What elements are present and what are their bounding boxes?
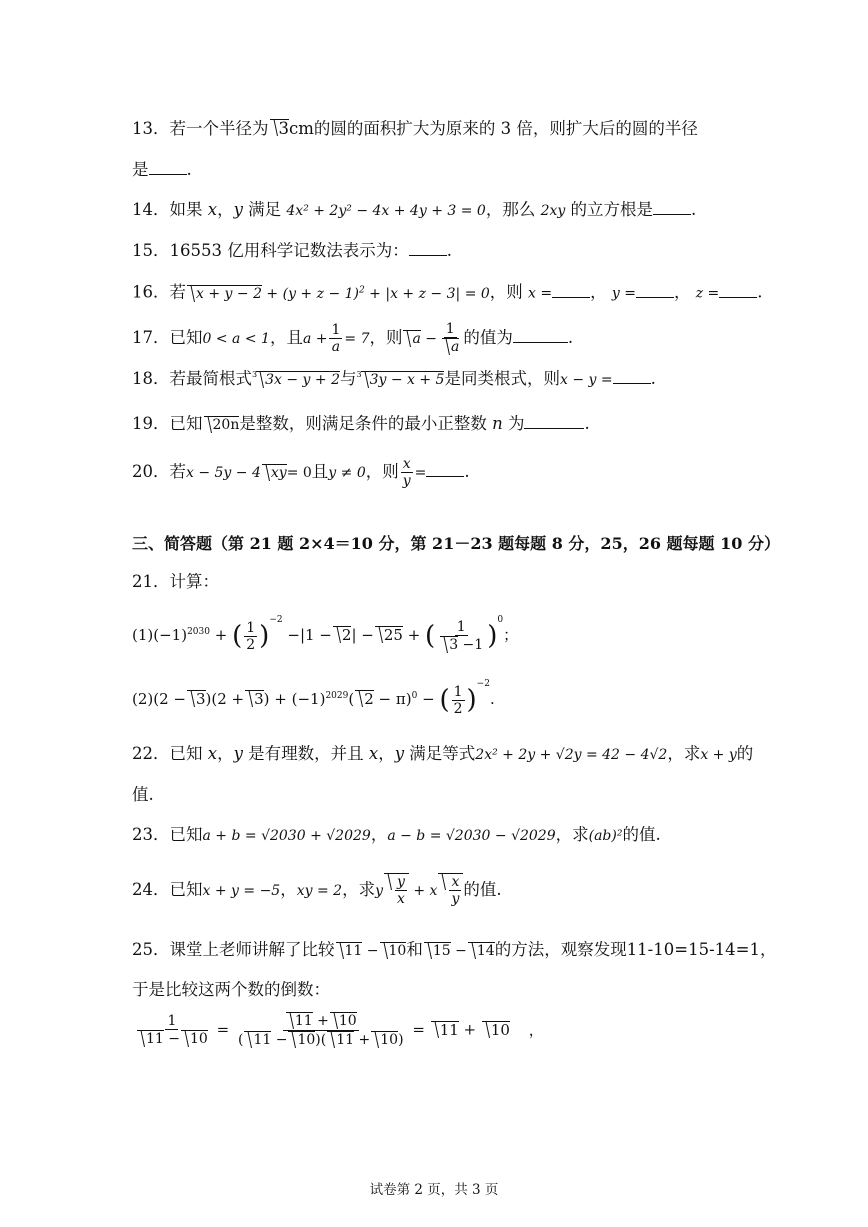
q13-radical: 3 (270, 119, 290, 137)
q20-eq: = 0 (286, 465, 312, 481)
q17-text: 已知 (169, 328, 203, 347)
question-22: 22．已知 x，y 是有理数，并且 x，y 满足等式2x² + 2y + √2y = 42 − 4√2，求x + y的 (132, 744, 754, 763)
q23-text: 已知 (169, 825, 203, 844)
answer-blank[interactable] (552, 283, 590, 298)
q14-number: 14． (132, 200, 170, 219)
q25-text-d: 于是比较这两个数的倒数： (132, 980, 330, 999)
question-22-cont (132, 783, 154, 807)
q17-cond: 0 < a < 1 (202, 331, 270, 347)
q18-expr: x − y = (559, 372, 613, 388)
answer-blank[interactable] (149, 160, 187, 175)
q22-expr2: x + y (700, 747, 737, 763)
q17-eq: = 7 (344, 331, 370, 347)
answer-blank[interactable] (409, 241, 447, 256)
question-19 (132, 412, 590, 436)
q16-text: 若 (169, 282, 186, 302)
q21-part1-label: (1) (132, 626, 154, 644)
question-20: 20．若x − 5y − 4 xy= 0且y ≠ 0，则 $\frac{x}{y}$ = . (132, 456, 470, 489)
q19-text: 已知 (169, 414, 203, 433)
q24-expr1: x + y = −5 (202, 883, 281, 899)
answer-blank[interactable] (524, 414, 584, 429)
q16-number: 16． (132, 282, 170, 302)
q13-end: . (186, 160, 192, 179)
q20-number: 20． (132, 462, 170, 481)
q15-end: . (446, 241, 452, 260)
q24-sep: ， (280, 880, 297, 899)
question-23 (132, 823, 661, 848)
q21-part-1: $(1)(-1)^{2030}$ + ( $\frac{1}{2}$ )$^{-2}$ −|1 − 2| − 25 + ( $\frac{1}{3 -1}$ )$^0$； (132, 615, 519, 653)
q18-text-c: 是同类根式，则 (444, 369, 560, 388)
q20-text-c: ，则 (365, 462, 399, 481)
question-17: 17．已知0 < a < 1，且a + $\frac{1}{a}$ = 7，则 a − $\frac{1}{a}$ 的值为 . (132, 321, 574, 355)
q17-text-b: ，且 (269, 328, 303, 347)
q16-text-b: ，则 (489, 282, 523, 302)
q23-expr1: a + b = √2030 + √2029 (202, 828, 371, 844)
q20-text: 若 (169, 462, 186, 481)
q22-expr: 2x² + 2y + √2y = 42 − 4√2 (475, 747, 668, 763)
q16-y: y = (611, 285, 636, 302)
q16-end: . (757, 282, 763, 302)
q14-expr2: 2xy (540, 203, 566, 219)
q16-z: z = (695, 285, 720, 302)
answer-blank[interactable] (613, 369, 651, 384)
q15-number: 15． (132, 241, 170, 260)
question-14: 14．如果 x，y 满足 4x² + 2y² − 4x + 4y + 3 = 0，那么 2xy 的立方根是 . (132, 200, 697, 219)
answer-blank[interactable] (636, 283, 674, 298)
q21-text: 计算： (169, 572, 219, 591)
q14-text: 如果 (169, 200, 203, 219)
question-25-cont (132, 978, 330, 1002)
q21-number: 21． (132, 572, 170, 591)
answer-blank[interactable] (653, 200, 691, 215)
q13-text-b: cm的圆的面积扩大为原来的 3 倍，则扩大后的圆的半径 (289, 119, 698, 138)
q18-text: 若最简根式 (169, 369, 252, 388)
question-21 (132, 570, 219, 594)
q19-end: . (584, 414, 590, 433)
q25-text-c: 的方法，观察发现11-10=15-14=1， (494, 940, 777, 959)
q22-text-b: 是有理数，并且 (248, 744, 364, 763)
q20-radical: xy (262, 464, 287, 482)
question-13 (132, 117, 698, 141)
q19-n: n (492, 414, 503, 433)
q24-text-b: ，求 (342, 880, 376, 899)
q16-x: x = (528, 285, 553, 302)
q24-expr2: xy = 2 (296, 883, 343, 899)
q25-equation: $\frac{1}{11 - 10}$ = $\frac{11 + 10}{( 11 - 10)( 11 + 10)}$ = 11 + 10 ， (132, 1012, 544, 1049)
q22-text-f: 值. (132, 785, 154, 804)
section-heading: 三、简答题（第 21 题 2×4＝10 分，第 21－23 题每题 8 分，25，26 题每题 10 分） (132, 534, 780, 553)
q24-number: 24． (132, 880, 170, 899)
page-footer: 试卷第 2 页，共 3 页 (369, 1182, 499, 1198)
q23-number: 23． (132, 825, 170, 844)
question-25: 25．课堂上老师讲解了比较 11 − 10和 15 − 14的方法，观察发现11-10=15-14=1， (132, 940, 777, 959)
q20-text-b: 且 (311, 462, 329, 481)
q17-text-d: 的值为 (463, 328, 513, 347)
q24-text: 已知 (169, 880, 203, 899)
answer-blank[interactable] (719, 283, 757, 298)
q18-number: 18． (132, 369, 170, 388)
q25-text: 课堂上老师讲解了比较 (169, 940, 335, 959)
q17-text-c: ，则 (369, 328, 403, 347)
q22-text: 已知 (169, 744, 203, 763)
q17-fraction: $\frac{1}{a}$ (331, 322, 341, 355)
q13-number: 13． (132, 119, 170, 138)
q19-text-b: 是整数，则满足条件的最小正整数 (239, 414, 487, 433)
q15-text: 16553 亿用科学记数法表示为： (169, 241, 409, 260)
q25-text-b: 和 (406, 940, 423, 959)
q14-expr: 4x² + 2y² − 4x + 4y + 3 = 0 (286, 203, 486, 219)
q18-radical-2: 3y − x + 5 (361, 371, 445, 389)
q13-text: 若一个半径为 (169, 119, 269, 138)
q19-radical: 20n (204, 416, 240, 434)
q23-expr2: a − b = √2030 − √2029 (387, 828, 556, 844)
q17-fraction-2: $\frac{1}{a}$ (439, 321, 461, 356)
question-16: 16．若 $x + y - 2 + (y + z - 1)^2 + |x + z - 3| = 0$，则 x = ， y = ， z = . (132, 282, 763, 302)
question-15 (132, 239, 452, 263)
question-18: 18．若最简根式$^3$ 3x − y + 2与$^3$ 3y − x + 5是同类根式，则x − y = . (132, 369, 656, 388)
q23-sep: ， (370, 825, 388, 844)
q25-number: 25． (132, 940, 170, 959)
q14-text-b: 满足 (248, 200, 282, 219)
q20-fraction: $\frac{x}{y}$ (402, 456, 411, 489)
q22-number: 22． (132, 744, 170, 763)
q22-text-d: ，求 (667, 744, 701, 763)
q18-end: . (650, 369, 656, 388)
q18-radical-1: 3x − y + 2 (256, 371, 340, 389)
q20-expr: x − 5y − 4 (186, 465, 261, 481)
q17-end: . (567, 328, 574, 347)
q24-text-c: 的值. (463, 880, 502, 899)
q23-expr3: (ab)² (588, 828, 623, 844)
q14-text-d: 的立方根是 (570, 200, 654, 219)
q18-text-b: 与 (339, 369, 357, 388)
q22-text-e: 的 (736, 744, 754, 763)
q20-cond: y ≠ 0 (328, 465, 366, 481)
q16-radical: x + y − 2 (187, 285, 262, 303)
answer-blank[interactable] (513, 328, 568, 343)
q21-part-2: $(2)(2 - 3)(2 + 3) + (-1)^{2029}$( 2 − π)$^0$ − ( $\frac{1}{2}$ )$^{-2}$. (132, 679, 495, 717)
question-24: 24．已知x + y = −5，xy = 2，求y $\frac{y}{x}$ + x $\frac{x}{y}$ 的值. (132, 874, 502, 907)
q14-text-c: ，那么 (485, 200, 536, 219)
question-13-cont (132, 158, 192, 182)
q19-text-c: 为 (507, 414, 525, 433)
q22-text-c: 满足等式 (409, 744, 476, 763)
q21-part2-label: (2) (132, 690, 154, 708)
q19-number: 19． (132, 414, 170, 433)
q23-text-b: ，求 (555, 825, 589, 844)
answer-blank[interactable] (426, 462, 464, 477)
q14-end: . (691, 200, 697, 219)
q20-end: . (464, 462, 470, 481)
q17-number: 17． (132, 328, 170, 347)
q23-text-c: 的值. (622, 825, 661, 844)
q25-tail: ， (528, 1020, 544, 1039)
q13-text-c: 是 (132, 160, 149, 179)
